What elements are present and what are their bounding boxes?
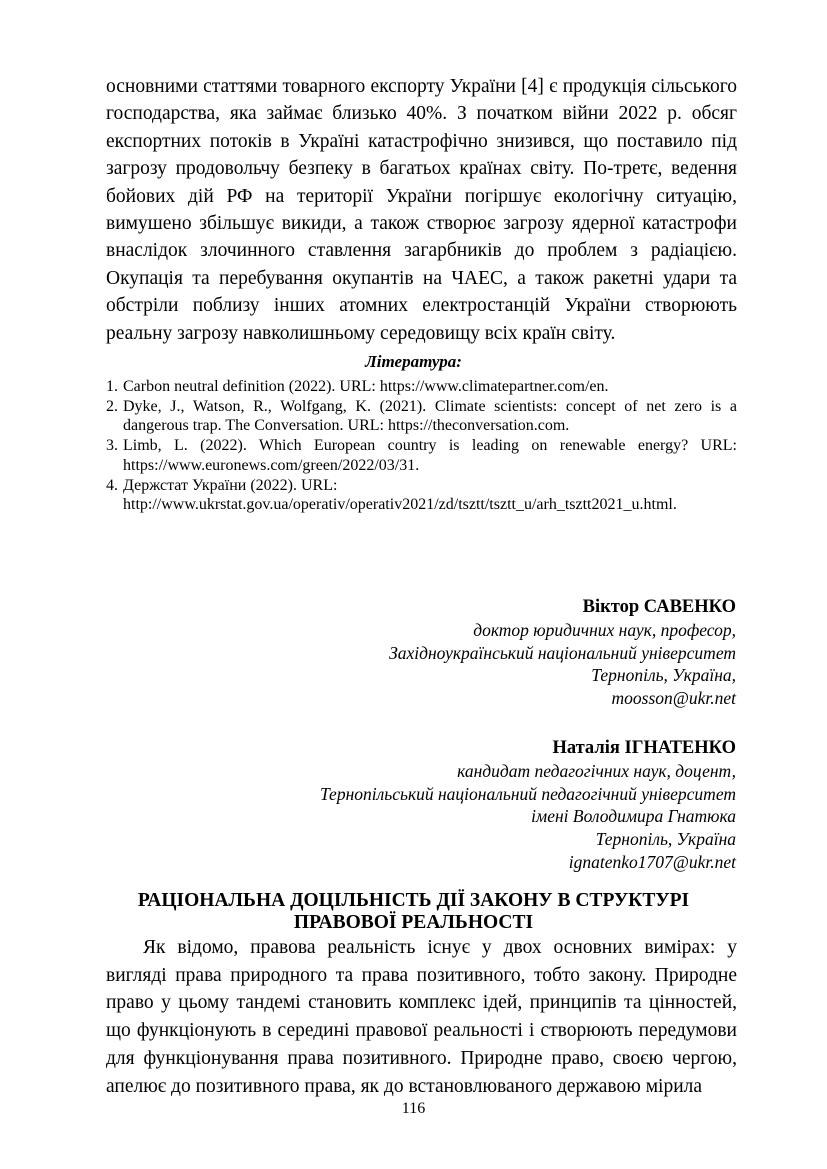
author-affiliation: імені Володимира Гнатюка bbox=[531, 806, 736, 827]
reference-number: 4. bbox=[106, 476, 118, 494]
article-title-line: РАЦІОНАЛЬНА ДОЦІЛЬНІСТЬ ДІЇ ЗАКОНУ В СТРУКТУРІ bbox=[137, 890, 690, 911]
reference-word: URL: bbox=[300, 476, 338, 494]
reference-text bbox=[123, 476, 737, 496]
author-location: Тернопіль, Україна, bbox=[591, 665, 736, 686]
reference-item bbox=[106, 377, 737, 397]
reference-text: Dyke, J., Watson, R., Wolfgang, K. (2021). Climate scientists: concept of net zero is a dangerous trap. The Conversation. URL: https://theconversation.com. bbox=[123, 397, 737, 435]
author-block bbox=[106, 737, 736, 874]
reference-text: Limb, L. (2022). Which European country is leading on renewable energy? URL: https://www.euronews.com/green/2022/03/31. bbox=[123, 437, 737, 474]
author-block bbox=[106, 596, 736, 710]
article-title bbox=[0, 890, 827, 934]
page-number: 116 bbox=[401, 1100, 426, 1117]
reference-number: 1. bbox=[106, 378, 118, 395]
reference-word: Держстат bbox=[123, 476, 188, 494]
reference-item bbox=[106, 476, 737, 515]
body-paragraph: Як відомо, правова реальність існує у двох основних вимірах: у вигляді права природного та права позитивного, тобто закону. Природне право у цьому тандемі становить комплекс ідей, принципів та цінностей, що функціонують в середині правової реальності і створюють передумови для функціонування права позитивного. Природне право, своєю чергою, апелює до позитивного права, як до встановлюваного державою мірила bbox=[106, 937, 737, 1097]
author-affiliation: Тернопільський національний педагогічний університет bbox=[319, 783, 736, 804]
reference-number: 2. bbox=[106, 397, 118, 415]
body-paragraph: основними статтями товарного експорту України [4] є продукція сільського господарства, яка займає близько 40%. З початком війни 2022 р. обсяг експортних потоків в Україні катастрофічно знизився, що поставило під загрозу продовольчу безпеку в багатьох країнах світу. По-третє, ведення бойових дій РФ на території України погіршує екологічну ситуацію, вимушено збільшує викиди, а також створює загрозу ядерної катастрофи внаслідок злочинного ставлення загарбників до проблем з радіацією. Окупація та перебування окупантів на ЧАЕС, а також ракетні удари та обстріли поблизу інших атомних електростанцій України створюють реальну загрозу навколишньому середовищу всіх країн світу. bbox=[106, 76, 737, 344]
author-email: moosson@ukr.net bbox=[611, 688, 736, 709]
literature-heading: Література: bbox=[365, 352, 462, 371]
author-email: ignatenko1707@ukr.net bbox=[568, 851, 736, 872]
reference-list bbox=[106, 377, 737, 515]
author-degree: доктор юридичних наук, професор, bbox=[473, 619, 736, 640]
author-name: Віктор САВЕНКО bbox=[582, 597, 736, 617]
author-location: Тернопіль, Україна bbox=[595, 829, 736, 850]
reference-word: України bbox=[191, 476, 247, 494]
reference-item bbox=[106, 397, 737, 436]
author-degree: кандидат педагогічних наук, доцент, bbox=[457, 760, 736, 781]
article-title-line: ПРАВОВОЇ РЕАЛЬНОСТІ bbox=[293, 912, 534, 933]
reference-text: Carbon neutral definition (2022). URL: https://www.climatepartner.com/en. bbox=[123, 378, 609, 395]
reference-item bbox=[106, 436, 737, 475]
author-name: Наталія ІГНАТЕНКО bbox=[552, 738, 736, 758]
author-affiliation: Західноукраїнський національний університет bbox=[389, 642, 736, 663]
reference-number: 3. bbox=[106, 437, 118, 455]
reference-word: (2022). bbox=[250, 476, 297, 494]
reference-url: http://www.ukrstat.gov.ua/operativ/operativ2021/zd/tsztt/tsztt_u/arh_tsztt2021_u.html. bbox=[123, 496, 677, 514]
